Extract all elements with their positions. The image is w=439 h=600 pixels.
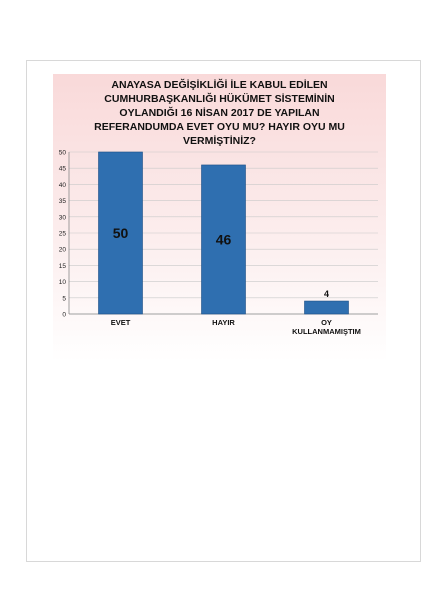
y-tick-label: 5 xyxy=(62,295,66,303)
chart-title-line-4: REFERANDUMDA EVET OYU MU? HAYIR OYU MU xyxy=(94,121,345,133)
y-tick-label: 20 xyxy=(58,246,66,254)
y-tick-label: 40 xyxy=(58,181,66,189)
chart-title-line-2: CUMHURBAŞKANLIĞI HÜKÜMET SİSTEMİNİN xyxy=(104,93,335,105)
chart-title-line-3: OYLANDIĞI 16 NİSAN 2017 DE YAPILAN xyxy=(119,107,320,119)
x-tick-label: HAYIR xyxy=(212,318,235,327)
referendum-bar-chart xyxy=(53,74,386,362)
y-tick-label: 35 xyxy=(58,198,66,206)
y-tick-label: 10 xyxy=(58,279,66,287)
y-tick-label: 0 xyxy=(62,311,66,319)
x-tick-label: KULLANMAMIŞTIM xyxy=(292,327,361,336)
y-tick-label: 45 xyxy=(58,165,66,173)
x-tick-label: EVET xyxy=(110,318,131,327)
y-tick-label: 15 xyxy=(58,262,66,270)
chart-plot xyxy=(53,74,386,362)
data-label: 46 xyxy=(215,231,232,248)
data-label: 4 xyxy=(323,289,330,300)
x-tick-label: OY xyxy=(321,318,332,327)
bar xyxy=(305,301,349,314)
y-tick-label: 50 xyxy=(58,149,66,157)
data-label: 50 xyxy=(112,225,129,241)
chart-title-line-1: ANAYASA DEĞİŞİKLİĞİ İLE KABUL EDİLEN xyxy=(111,79,328,91)
y-tick-label: 30 xyxy=(58,214,66,222)
y-tick-label: 25 xyxy=(58,230,66,238)
chart-title-line-5: VERMİŞTİNİZ? xyxy=(183,135,256,147)
